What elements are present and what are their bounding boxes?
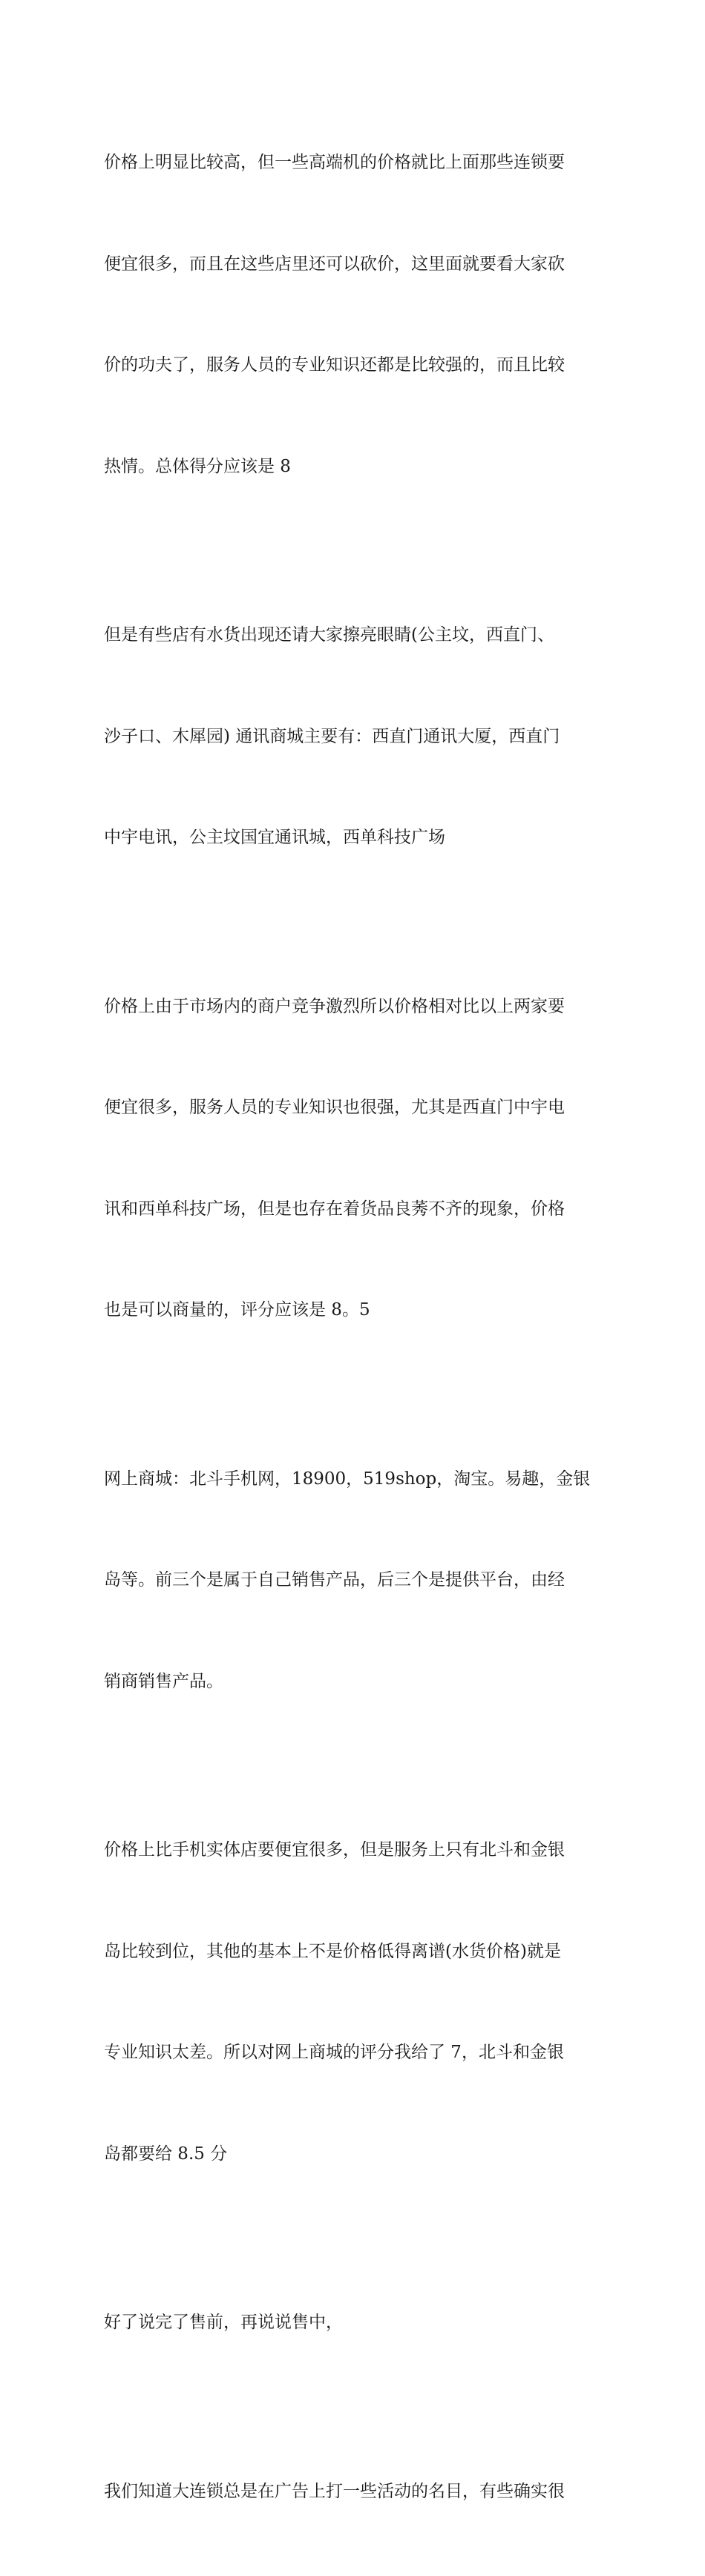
text-line: 价的功夫了，服务人员的专业知识还都是比较强的，而且比较 — [104, 349, 609, 383]
text-line: 便宜很多，而且在这些店里还可以砍价，这里面就要看大家砍 — [104, 248, 609, 282]
text-line: 便宜很多，服务人员的专业知识也很强，尤其是西直门中宇电 — [104, 1091, 609, 1125]
text-line: 沙子口、木犀园) 通讯商城主要有：西直门通讯大厦，西直门 — [104, 720, 609, 754]
text-line: 岛等。前三个是属于自己销售产品，后三个是提供平台，由经 — [104, 1564, 609, 1598]
text-line: 销商销售产品。 — [104, 1665, 609, 1699]
paragraph-transition — [104, 2239, 609, 2408]
text-line: 专业知识太差。所以对网上商城的评分我给了 7，北斗和金银 — [104, 2036, 609, 2070]
paragraph-promotions — [104, 2408, 609, 2576]
text-line: 但是有些店有水货出现还请大家擦亮眼睛(公主坟，西直门、 — [104, 619, 609, 653]
text-line: 讯和西单科技广场，但是也存在着货品良莠不齐的现象，价格 — [104, 1193, 609, 1227]
text-line: 价格上由于市场内的商户竞争激烈所以价格相对比以上两家要 — [104, 990, 609, 1024]
document-body — [104, 79, 609, 2576]
paragraph-online-stores — [104, 1395, 609, 1767]
text-line: 价格上比手机实体店要便宜很多，但是服务上只有北斗和金银 — [104, 1834, 609, 1868]
paragraph-telecom-malls — [104, 551, 609, 923]
paragraph-mall-pricing — [104, 923, 609, 1395]
text-line: 我们知道大连锁总是在广告上打一些活动的名目，有些确实很 — [104, 2475, 609, 2509]
paragraph-online-pricing — [104, 1766, 609, 2239]
text-line: 也是可以商量的，评分应该是 8。5 — [104, 1294, 609, 1328]
text-line: 岛比较到位，其他的基本上不是价格低得离谱(水货价格)就是 — [104, 1935, 609, 1969]
text-line: 岛都要给 8.5 分 — [104, 2138, 609, 2172]
document-page — [0, 0, 705, 912]
paragraph-chain-store-pricing — [104, 79, 609, 551]
text-line: 网上商城：北斗手机网，18900，519shop，淘宝。易趣，金银 — [104, 1463, 609, 1497]
text-line: 中宇电讯，公主坟国宜通讯城，西单科技广场 — [104, 821, 609, 855]
text-line: 价格上明显比较高，但一些高端机的价格就比上面那些连锁要 — [104, 146, 609, 180]
text-line: 热情。总体得分应该是 8 — [104, 450, 609, 484]
text-line: 好了说完了售前，再说说售中， — [104, 2306, 609, 2340]
